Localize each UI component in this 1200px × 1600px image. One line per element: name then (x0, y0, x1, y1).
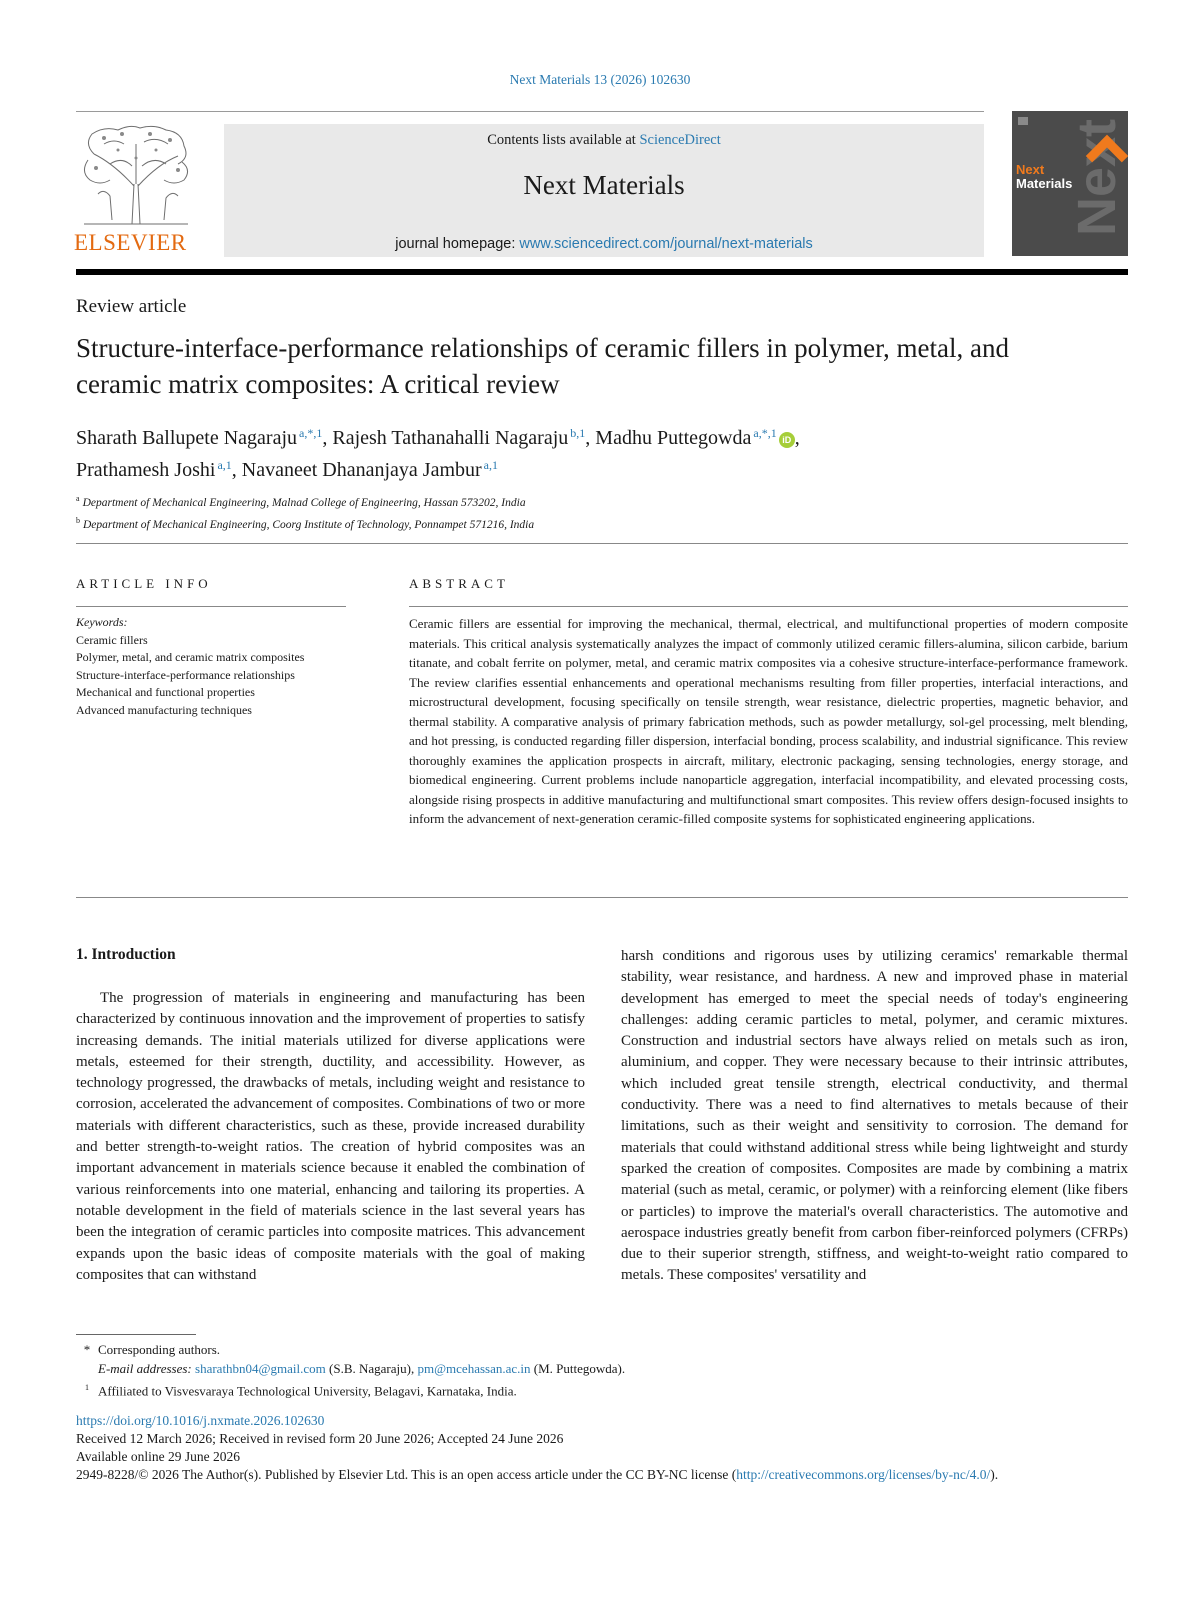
cover-big-title: Next (1067, 119, 1127, 237)
body-column-left (76, 988, 585, 1286)
cover-publisher-mark (1018, 117, 1028, 125)
article-info-rule (76, 606, 346, 607)
email-link[interactable]: sharathbn04@gmail.com (195, 1361, 326, 1376)
author-affiliation-mark[interactable]: a,1 (217, 458, 232, 472)
article-metadata (76, 1412, 1128, 1484)
journal-homepage-link[interactable]: www.sciencedirect.com/journal/next-materials (519, 236, 813, 252)
abstract-text: Ceramic fillers are essential for improving the mechanical, thermal, electrical, and multifunctional properties of modern composite materials. This critical analysis systematically analyzes the impact of commonly utilized ceramic fillers-alumina, silicon carbide, barium titanate, and cobalt ferrite on polymer, metal, and ceramic matrix composites via a cohesive structure-interface-performance framework. The review clarifies essential enhancements and operational mechanisms resulting from filler properties, interfacial interactions, and microstructural development, focusing specifically on tensile strength, wear resistance, dielectric properties, magnetic behavior, and thermal stability. A comparative analysis of primary fabrication methods, such as powder metallurgy, sol-gel processing, melt blending, and hot pressing, is conducted regarding filler dispersion, interfacial bonding, process scalability, and industrial significance. This review thoroughly examines the application prospects in aircraft, military, electronic packaging, sensing technologies, energy storage, and biomedical engineering. Current problems include nanoparticle aggregation, interfacial incompatibility, and elevated processing costs, alongside rising prospects in additive manufacturing and multifunctional smart composites. This review offers design-focused insights to inform the advancement of next-generation ceramic-filled composite systems for sophisticated engineering applications. (409, 616, 1128, 826)
author-name[interactable]: Rajesh Tathanahalli Nagaraju (332, 427, 569, 449)
footnote-text: Affiliated to Visvesvaraya Technological University, Belagavi, Karnataka, India. (98, 1383, 517, 1399)
keywords-label: Keywords: (76, 615, 128, 629)
section-heading-introduction: 1. Introduction (76, 946, 176, 963)
journal-homepage-line (224, 236, 984, 252)
affiliation-list (76, 490, 534, 534)
footnote-mark (76, 1378, 98, 1400)
affiliation-item (76, 512, 534, 534)
doi-link[interactable]: https://doi.org/10.1016/j.nxmate.2026.102630 (76, 1413, 325, 1428)
license-suffix: ). (990, 1467, 999, 1482)
author-list: Sharath Ballupete Nagaraju $^{a,*,1}$, Rajesh Tathanahalli Nagaraju $^{b,1}$, Madhu Puttegowda $^{a,*,1}$ iD , Prathamesh Joshi $^{a,1}$, Navaneet Dhananjaya Jambur $^{a,1}$ (76, 426, 800, 481)
keyword-item: Polymer, metal, and ceramic matrix composites (76, 650, 305, 664)
body-paragraph: harsh conditions and rigorous uses by utilizing ceramics' remarkable thermal stability, wear resistance, and hardness. A new and improved phase in material development has emerged to meet the special needs of today's engineering challenges: adding ceramic particles to metal, polymer, and ceramic mixtures. Construction and industrial sectors have always relied on metals such as iron, aluminium, and copper. They were necessary because to their intrinsic attributes, which included great tensile strength, electrical conductivity, and thermal conductivity. There was a need to find alternatives to metals because of their limitations, such as their weight and sensitivity to corrosion. The demand for materials that could withstand additional stress while being lightweight and sturdy sparked the creation of composites. Composites are made by combining a matrix material (such as metal, ceramic, or polymer) with a reinforcing element (like fibers or particles) to improve the material's overall characteristics. The automotive and aerospace industries greatly benefit from carbon fiber-reinforced polymers (CFRPs) due to their superior strength, stiffness, and weight-to-weight ratio compared to metals. These composites' versatility and (621, 948, 1128, 1284)
affiliation-item (76, 490, 534, 512)
footnotes (76, 1340, 1128, 1400)
keyword-item: Ceramic fillers (76, 632, 148, 647)
author-affiliation-mark[interactable]: a,*,1 (753, 426, 777, 440)
footnote-rule (76, 1334, 196, 1335)
elsevier-wordmark: ELSEVIER (74, 230, 187, 255)
elsevier-logo (74, 124, 198, 258)
author-name[interactable]: Madhu Puttegowda (595, 427, 752, 449)
abstract-heading: ABSTRACT (409, 576, 509, 591)
keyword-item: Advanced manufacturing techniques (76, 702, 252, 717)
journal-citation-link[interactable]: Next Materials 13 (2026) 102630 (509, 72, 691, 87)
keywords-list (76, 614, 356, 719)
affiliation-mark: b (76, 515, 80, 525)
footnote-affiliation (76, 1378, 1128, 1400)
license-link[interactable]: http://creativecommons.org/licenses/by-nc/4.0/ (736, 1467, 991, 1482)
article-type: Review article (76, 296, 187, 317)
elsevier-tree-icon (74, 124, 198, 228)
author-name[interactable]: Navaneet Dhananjaya Jambur (241, 459, 482, 481)
license-statement (76, 1466, 1128, 1484)
contents-available-line (224, 132, 984, 149)
keyword-item: Mechanical and functional properties (76, 685, 255, 699)
email-owner: (S.B. Nagaraju), (325, 1361, 418, 1376)
author-name[interactable]: Prathamesh Joshi (76, 459, 216, 481)
section-divider (76, 543, 1128, 544)
affiliation-mark: a (76, 494, 80, 503)
footnote-text: Corresponding authors. (98, 1342, 221, 1357)
cover-title-next: Next (1016, 162, 1045, 177)
received-dates: Received 12 March 2026; Received in revised form 20 June 2026; Accepted 24 June 2026 (76, 1431, 564, 1446)
email-label: E-mail addresses: (98, 1361, 192, 1376)
homepage-prefix: journal homepage: (395, 236, 520, 252)
article-info-heading: ARTICLE INFO (76, 576, 212, 591)
body-paragraph: The progression of materials in engineering and manufacturing has been characterized by continuous innovation and the improvement of properties to satisfy increasing demands. The initial materials utilized for diverse applications were metals, esteemed for their strength, ductility, and accessibility. However, as technology progressed, the drawbacks of metals, including weight and resistance to corrosion, accelerated the advancement of composites. Combinations of two or more materials with different characteristics, such as these, provide increased durability and better strength-to-weight ratios. The creation of hybrid composites was an important advancement in materials science because it enabled the combination of various reinforcements into one material, enhancing and tailoring its properties. A notable development in the field of materials science in the last several years has been the integration of ceramic particles into composite matrices. This advancement expands upon the basic ideas of composite materials with the goal of making composites that can withstand (76, 990, 586, 1283)
journal-cover-thumbnail[interactable] (1012, 111, 1128, 256)
sciencedirect-link[interactable]: ScienceDirect (639, 132, 721, 148)
cover-title-materials: Materials (1016, 176, 1073, 191)
journal-name: Next Materials (523, 170, 685, 200)
author-name[interactable]: Sharath Ballupete Nagaraju (76, 427, 298, 449)
footnote-number: 1 (85, 1383, 89, 1392)
orcid-icon[interactable]: iD (779, 432, 795, 448)
available-online: Available online 29 June 2026 (76, 1449, 240, 1464)
license-prefix: 2949-8228/© 2026 The Author(s). Published by Elsevier Ltd. This is an open access article under the CC BY-NC license ( (76, 1467, 737, 1482)
abstract-rule (409, 606, 1128, 607)
keyword-item: Structure-interface-performance relationships (76, 667, 295, 682)
header-thick-rule (76, 269, 1128, 275)
body-column-right (621, 946, 1128, 1287)
author-affiliation-mark[interactable]: a,*,1 (299, 426, 323, 440)
affiliation-text: Department of Mechanical Engineering, Malnad College of Engineering, Hassan 573202, India (82, 496, 526, 509)
author-affiliation-mark[interactable]: a,1 (483, 458, 498, 472)
header-rule (76, 111, 984, 112)
contents-prefix: Contents lists available at (487, 132, 640, 148)
affiliation-text: Department of Mechanical Engineering, Coorg Institute of Technology, Ponnampet 571216, India (83, 518, 535, 531)
article-title: Structure-interface-performance relationships of ceramic fillers in polymer, metal, and ceramic matrix composites: A critical review (76, 333, 1010, 399)
email-owner: (M. Puttegowda). (530, 1361, 626, 1376)
footnote-emails (76, 1359, 1128, 1378)
journal-header-box (224, 124, 984, 257)
footnote-mark: * (83, 1342, 91, 1357)
footnote-corresponding (76, 1340, 1128, 1359)
email-link[interactable]: pm@mcehassan.ac.in (417, 1361, 531, 1376)
section-divider (76, 897, 1128, 898)
author-affiliation-mark[interactable]: b,1 (570, 426, 586, 440)
